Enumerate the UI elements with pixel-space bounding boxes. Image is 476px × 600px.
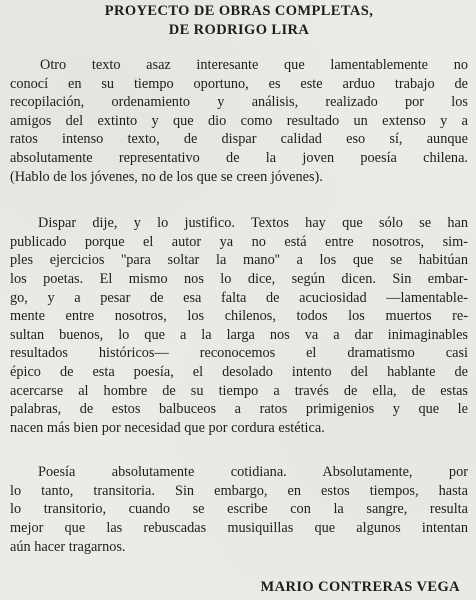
paragraph-line: mente entre nosotros, los chilenos, todos los muertos re- bbox=[10, 308, 468, 325]
paragraph-line: Otro texto asaz interesante que lamentablemente no bbox=[40, 57, 468, 73]
article-title-line: PROYECTO DE OBRAS COMPLETAS, bbox=[104, 3, 374, 19]
paragraph-line: acercarse al hombre de su tiempo a través de ella, de estas bbox=[10, 382, 468, 399]
article-title bbox=[10, 2, 468, 40]
paragraph-line: go, y a pesar de esa falta de acuciosidad —lamentable- bbox=[10, 289, 468, 306]
paragraph-line: palabras, de estos balbuceos a ratos primigenios y que le bbox=[10, 401, 468, 418]
paragraph-line: (Hablo de los jóvenes, no de los que se creen jóvenes). bbox=[10, 168, 323, 185]
article-title-line: DE RODRIGO LIRA bbox=[168, 22, 310, 38]
paragraph-line: nacen más bien por necesidad que por cordura estética. bbox=[10, 419, 325, 436]
article-paragraph-1 bbox=[10, 56, 468, 186]
paragraph-line: absolutamente representativo de la joven poesía chilena. bbox=[10, 149, 468, 166]
paragraph-line: amigos del extinto y que dio como resultado un extenso y a bbox=[10, 112, 468, 129]
paragraph-line: los poetas. El mismo nos lo dice, según dicen. Sin embar- bbox=[10, 270, 468, 287]
paragraph-line: lo transitorio, cuando se escribe con la sangre, resulta bbox=[10, 501, 468, 518]
paragraph-line: mejor que las rebuscadas musiquillas que algunos intentan bbox=[10, 520, 468, 537]
paragraph-line: Poesía absolutamente cotidiana. Absolutamente, por bbox=[38, 464, 468, 481]
article-paragraph-2 bbox=[10, 214, 468, 437]
paragraph-line: resultados históricos— reconocemos el dramatismo casi bbox=[10, 345, 468, 362]
paragraph-line: Dispar dije, y lo justifico. Textos hay que sólo se han bbox=[38, 215, 468, 232]
article-paragraph-3 bbox=[10, 463, 468, 556]
paragraph-line: aún hacer tragarnos. bbox=[10, 538, 126, 555]
paragraph-line: recopilación, ordenamiento y análisis, realizado por los bbox=[10, 94, 468, 111]
author-signature: MARIO CONTRERAS VEGA bbox=[260, 579, 460, 596]
paragraph-line: publicado porque el autor ya no está entre nosotros, sim- bbox=[10, 233, 468, 250]
paragraph-line: lo tanto, transitoria. Sin embargo, en estos tiempos, hasta bbox=[10, 482, 468, 499]
paragraph-line: épico de esta poesía, el desolado intento del hablante de bbox=[10, 363, 468, 380]
paragraph-line: conocí en su tiempo oportuno, es este arduo trabajo de bbox=[10, 75, 468, 92]
paragraph-line: ples ejercicios ''para soltar la mano'' a los que se habitúan bbox=[10, 252, 468, 269]
paragraph-line: sultan buenos, lo que a la larga nos va a dar inimaginables bbox=[10, 326, 468, 343]
paragraph-line: ratos intenso texto, de dispar calidad eso sí, aunque bbox=[10, 131, 468, 148]
